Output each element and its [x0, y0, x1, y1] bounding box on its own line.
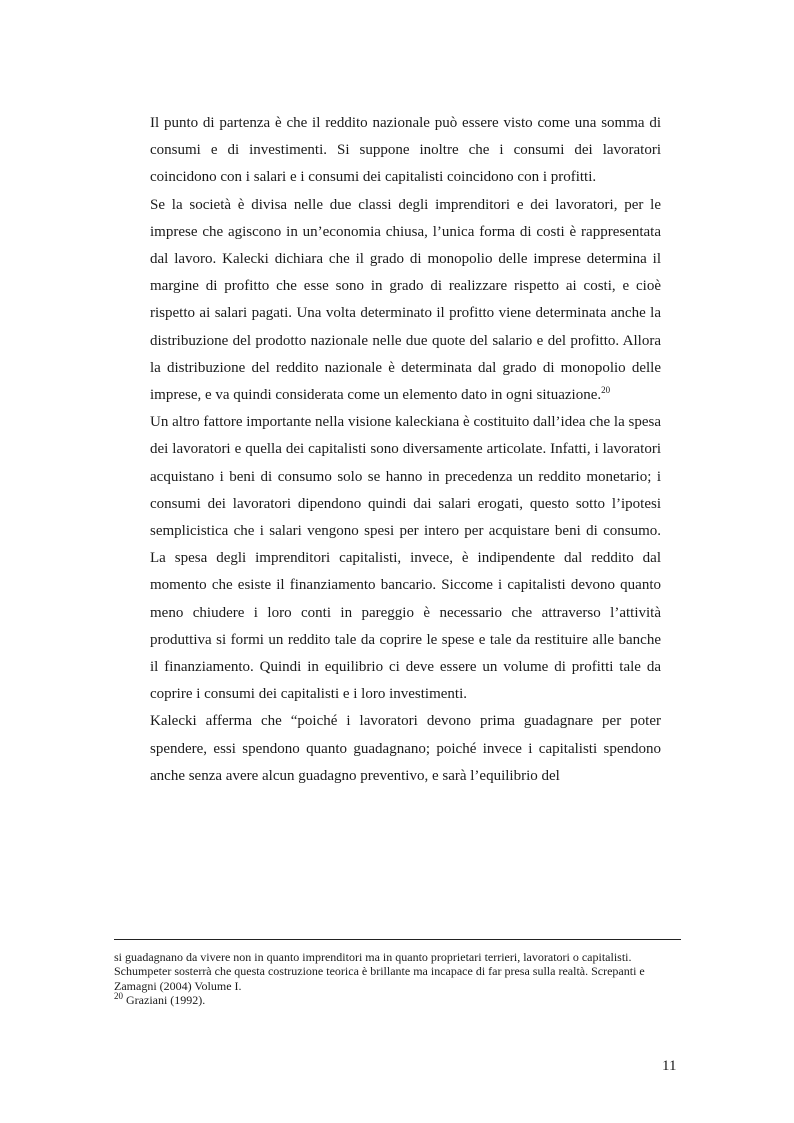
paragraph-2-text: Se la società è divisa nelle due classi degli imprenditori e dei lavoratori, per le imprese che agiscono in un’economia chiusa, l’unica forma di costi è rappresentata dal lavoro. Kalecki dichiara che il grado di monopolio delle imprese determina il margine di profitto che esse sono in grado di realizzare rispetto ai costi, e cioè rispetto ai salari pagati. Una volta determinato il profitto viene determinata anche la distribuzione del prodotto nazionale nelle due quote del salario e del profitto. Allora la distribuzione del reddito nazionale è determinata dal grado di monopolio delle imprese, e va quindi considerata come un elemento dato in ogni situazione. [150, 196, 661, 404]
footnotes [114, 950, 681, 1007]
paragraph-1 [150, 110, 661, 192]
paragraph-3-text: Un altro fattore importante nella visione kaleckiana è costituito dall’idea che la spesa dei lavoratori e quella dei capitalisti sono diversamente articolate. Infatti, i lavoratori acquistano i beni di consumo solo se hanno in precedenza un reddito monetario; i consumi dei lavoratori dipendono quindi dai salari erogati, questo sotto l’ipotesi semplicistica che i salari vengono spesi per intero per acquistare beni di consumo. La spesa degli imprenditori capitalisti, invece, è indipendente dal reddito dal momento che esiste il finanziamento bancario. Siccome i capitalisti devono quanto meno chiudere i loro conti in pareggio è necessario che attraverso l’attività produttiva si formi un reddito tale da coprire le spese e tale da restituire alle banche il finanziamento. Quindi in equilibrio ci deve essere un volume di profitti tale da coprire i consumi dei capitalisti e i loro investimenti. [150, 414, 661, 703]
footnote-separator [114, 939, 681, 940]
paragraph-2 [150, 192, 661, 410]
footnote-20 [114, 990, 681, 1007]
page-number: 11 [662, 1058, 677, 1074]
footnote-reference-20[interactable]: 20 [601, 385, 611, 396]
footnote-20-number: 20 [114, 990, 123, 1001]
paragraph-1-text: Il punto di partenza è che il reddito nazionale può essere visto come una somma di consumi e di investimenti. Si suppone inoltre che i consumi dei lavoratori coincidono con i salari e i consumi dei capitalisti coincidono con i profitti. [150, 115, 661, 186]
body-text [150, 110, 661, 790]
paragraph-3 [150, 409, 661, 708]
paragraph-4-text: Kalecki afferma che “poiché i lavoratori devono prima guadagnare per poter spendere, essi spendono quanto guadagnano; poiché invece i capitalisti spendono anche senza avere alcun guadagno preventivo, e sarà l’equilibrio del [150, 713, 661, 784]
paragraph-4 [150, 708, 661, 790]
footnote-20-text: Graziani (1992). [123, 992, 206, 1007]
footnote-continuation: si guadagnano da vivere non in quanto imprenditori ma in quanto proprietari terrieri, lavoratori o capitalisti. Schumpeter sosterrà che questa costruzione teorica è brillante ma incapace di far presa sulla realtà. Screpanti e Zamagni (2004) Volume I. [114, 950, 645, 993]
